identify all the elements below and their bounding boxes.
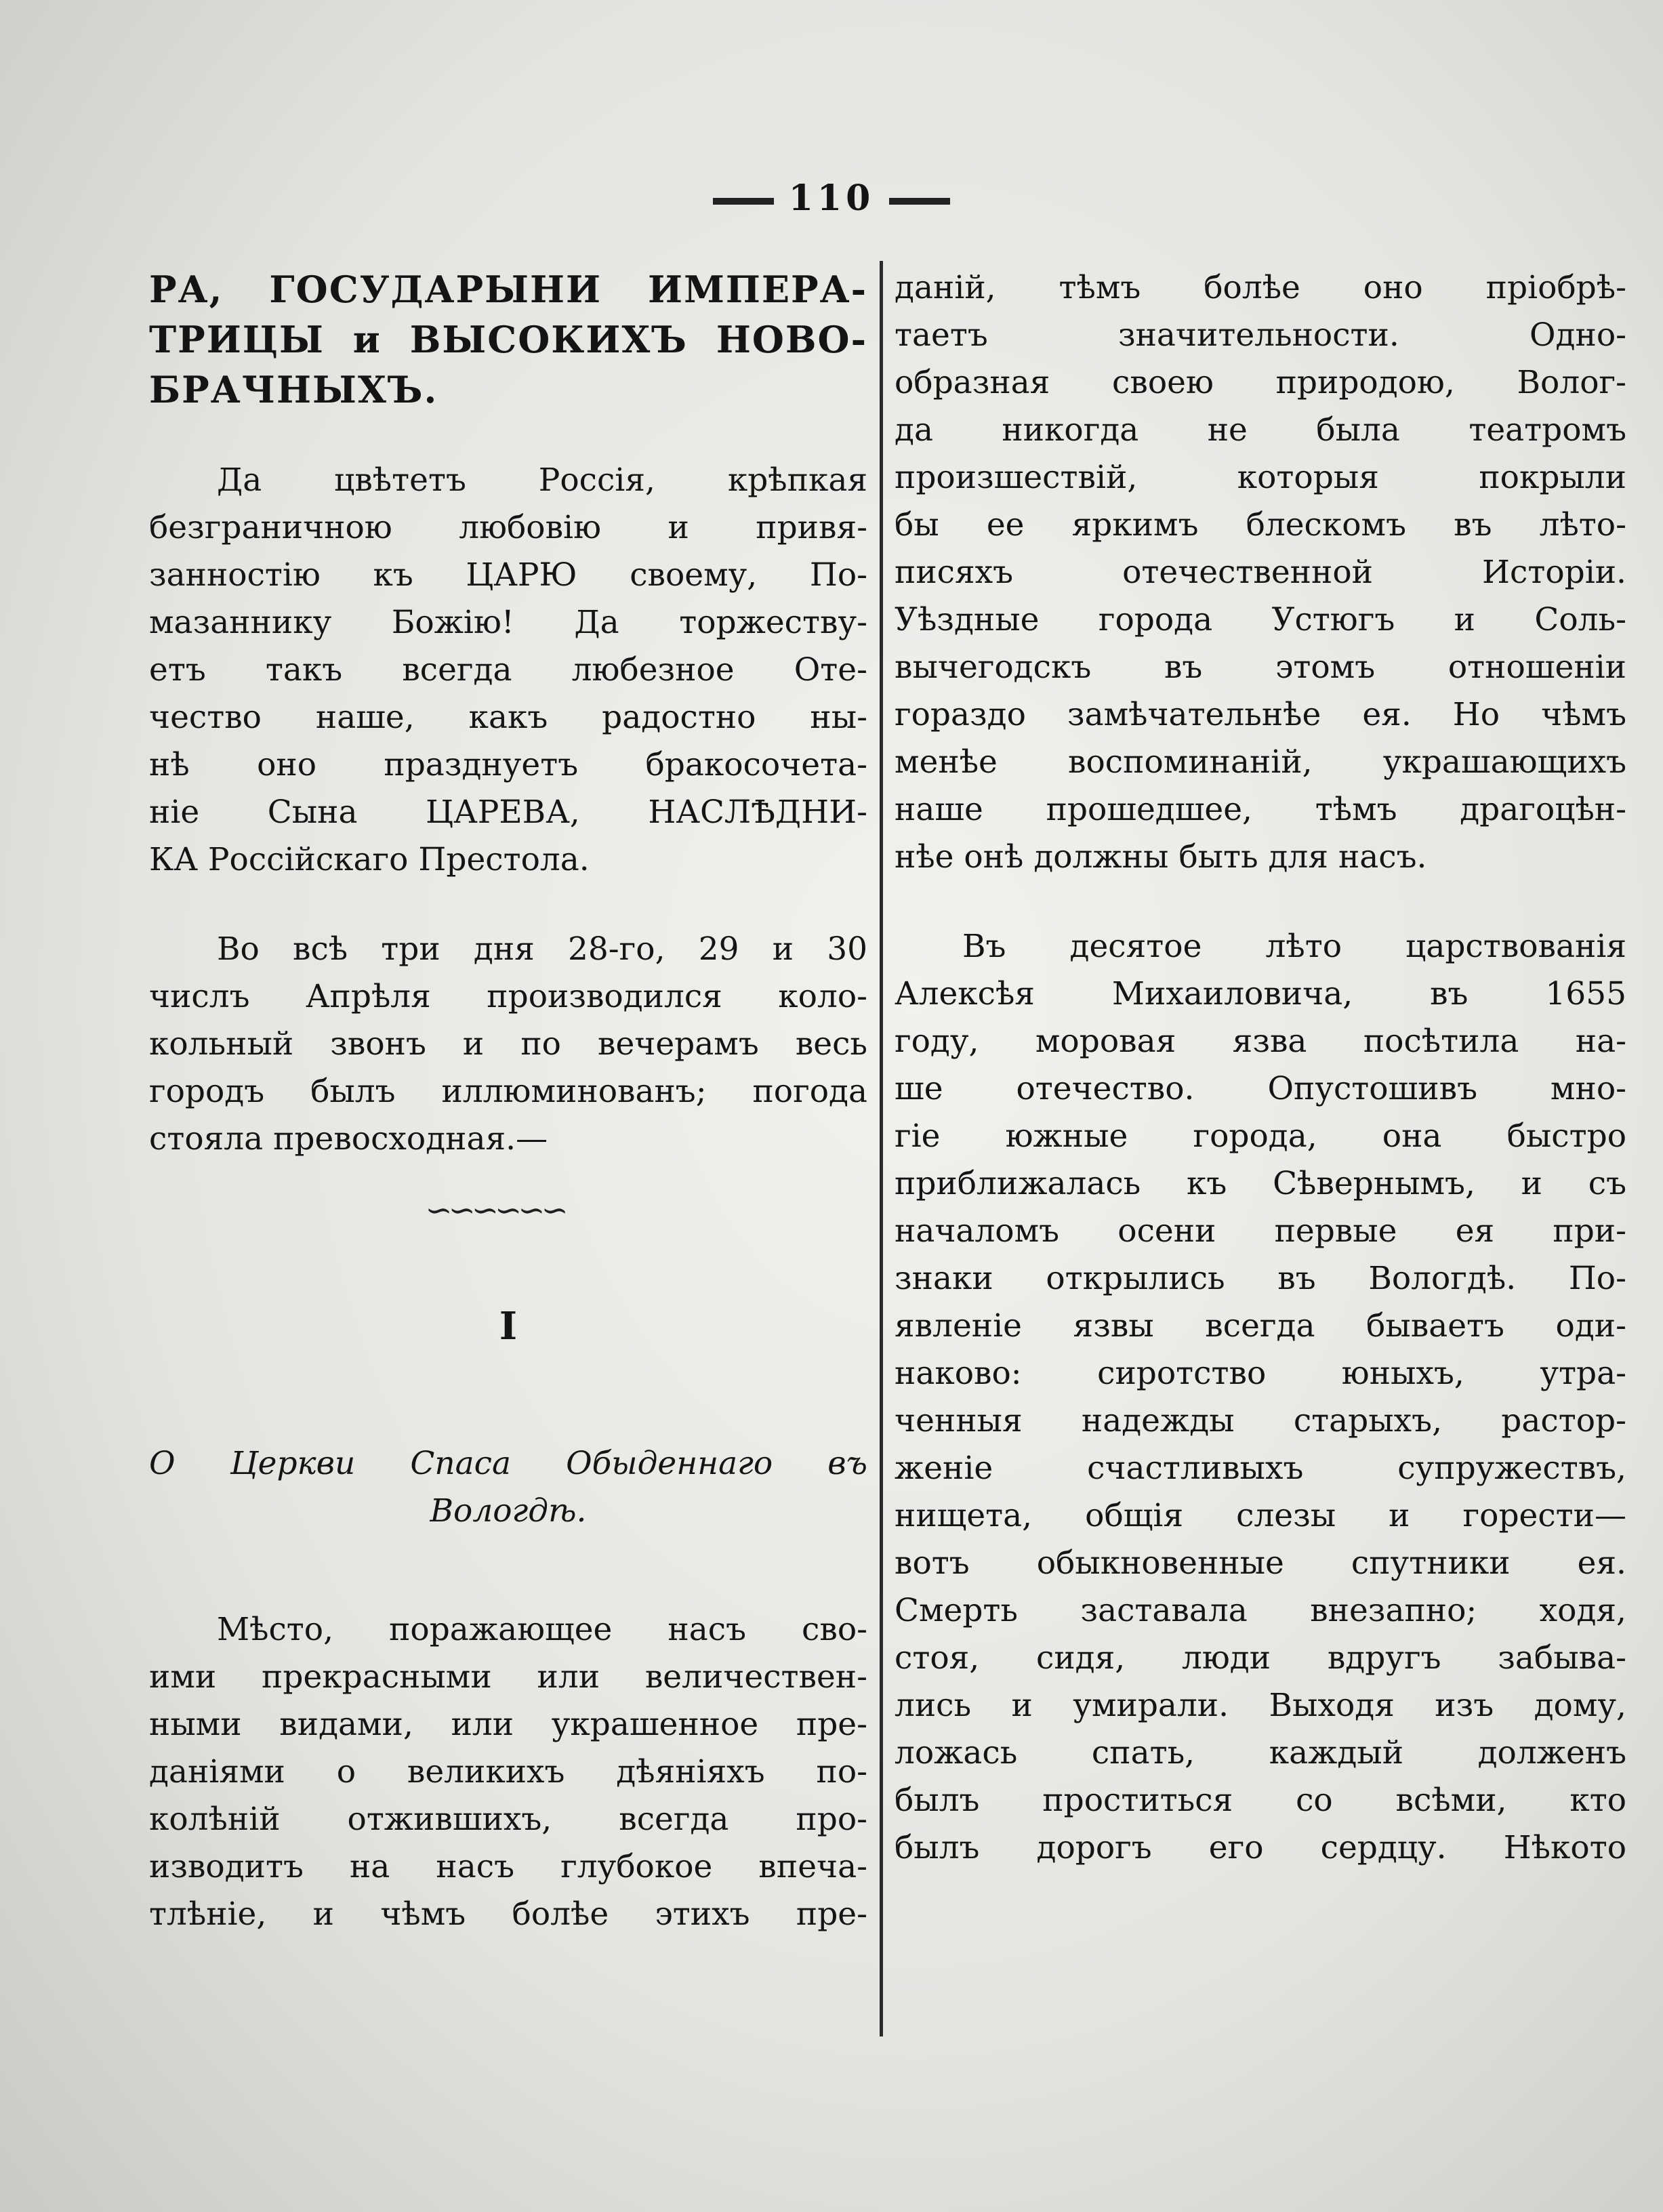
heading-line: ТРИЦЫ и ВЫСОКИХЪ НОВО- <box>149 318 867 361</box>
title-line: О Церкви Спаса Обыденнаго въ <box>149 1445 867 1482</box>
text-line: занностію къ ЦАРЮ своему, По- <box>149 556 867 594</box>
text-line: Мѣсто, поражающее насъ сво- <box>217 1611 867 1648</box>
text-line: изводитъ на насъ глубокое впеча- <box>149 1848 867 1885</box>
text-line: Уѣздные города Устюгъ и Соль- <box>895 601 1626 638</box>
section-number: I <box>499 1304 518 1349</box>
text-line: вычегодскъ въ этомъ отношеніи <box>895 649 1626 686</box>
text-line: былъ дорогъ его сердцу. Нѣкото <box>895 1829 1626 1866</box>
text-line: числъ Апрѣля производился коло- <box>149 978 867 1015</box>
paragraph-russia <box>149 457 867 884</box>
text-line: Въ десятое лѣто царствованія <box>962 928 1626 965</box>
text-line: Во всѣ три дня 28-го, 29 и 30 <box>217 930 867 968</box>
text-line: былъ проститься со всѣми, кто <box>895 1782 1626 1819</box>
text-line: чество наше, какъ радостно ны- <box>149 699 867 736</box>
paragraph-celebration <box>149 926 867 1163</box>
text-line: нищета, общія слезы и горести— <box>895 1497 1626 1534</box>
right-dash-ornament <box>889 198 950 205</box>
text-line: даніями о великихъ дѣяніяхъ по- <box>149 1753 867 1790</box>
text-line: даній, тѣмъ болѣе оно пріобрѣ- <box>895 269 1626 306</box>
text-line: гіе южные города, она быстро <box>895 1118 1626 1155</box>
section-title <box>149 1440 867 1535</box>
text-line: нѣ оно празднуетъ бракосочета- <box>149 746 867 783</box>
text-line: стоя, сидя, люди вдругъ забыва- <box>895 1639 1626 1677</box>
page-number: 110 <box>788 178 875 219</box>
text-line: Да цвѣтетъ Россія, крѣпкая <box>217 462 867 499</box>
wave-ornament: ∽∽∽∽∽∽ <box>425 1191 564 1229</box>
text-line: женіе счастливыхъ супружествъ, <box>895 1450 1626 1487</box>
text-line: приближалась къ Сѣвернымъ, и съ <box>895 1165 1626 1202</box>
text-line: стояла превосходная.— <box>149 1120 548 1158</box>
left-dash-ornament <box>713 198 774 205</box>
text-line: КА Россійскаго Престола. <box>149 841 590 878</box>
text-line: менѣе воспоминаній, украшающихъ <box>895 743 1626 781</box>
text-line: ными видами, или украшенное пре- <box>149 1706 867 1743</box>
text-line: явленіе язвы всегда бываетъ оди- <box>895 1307 1626 1345</box>
text-line: ченныя надежды старыхъ, растор- <box>895 1402 1626 1439</box>
text-line: мазаннику Божію! Да торжеству- <box>149 604 867 641</box>
text-line: началомъ осени первые ея при- <box>895 1212 1626 1250</box>
text-line: Алексѣя Михаиловича, въ 1655 <box>895 975 1626 1012</box>
text-line: ложась спать, каждый долженъ <box>895 1734 1626 1771</box>
text-line: бы ее яркимъ блескомъ въ лѣто- <box>895 506 1626 544</box>
text-line: нѣе онѣ должны быть для насъ. <box>895 838 1427 876</box>
text-line: кольный звонъ и по вечерамъ весь <box>149 1025 867 1063</box>
text-line: вотъ обыкновенные спутники ея. <box>895 1544 1626 1582</box>
text-line: наково: сиротство юныхъ, утра- <box>895 1355 1626 1392</box>
text-line: ими прекрасными или величествен- <box>149 1658 867 1696</box>
text-line: тлѣніе, и чѣмъ болѣе этихъ пре- <box>149 1896 867 1933</box>
text-line: колѣній отжившихъ, всегда про- <box>149 1801 867 1838</box>
paragraph-place <box>149 1606 867 1938</box>
text-line: етъ такъ всегда любезное Оте- <box>149 651 867 689</box>
text-line: ше отечество. Опустошивъ мно- <box>895 1070 1626 1107</box>
text-line: наше прошедшее, тѣмъ драгоцѣн- <box>895 791 1626 828</box>
text-line: Смерть заставала внезапно; ходя, <box>895 1592 1626 1629</box>
right-column <box>895 264 1626 1872</box>
text-line: безграничною любовію и привя- <box>149 509 867 546</box>
text-line: образная своею природою, Волог- <box>895 364 1626 401</box>
paragraph-plague <box>895 923 1626 1872</box>
text-line: лись и умирали. Выходя изъ дому, <box>895 1687 1626 1724</box>
page-header <box>0 178 1663 219</box>
column-divider <box>880 261 883 2036</box>
text-line: таетъ значительности. Одно- <box>895 316 1626 354</box>
text-line: гораздо замѣчательнѣе ея. Но чѣмъ <box>895 696 1626 733</box>
text-line: писяхъ отечественной Исторіи. <box>895 554 1626 591</box>
text-line: ніе Сына ЦАРЕВА, НАСЛѢДНИ- <box>149 794 867 831</box>
text-line: знаки открылись въ Вологдѣ. По- <box>895 1260 1626 1297</box>
heading-continuation <box>149 264 867 415</box>
text-line: городъ былъ иллюминованъ; погода <box>149 1073 867 1110</box>
text-line: году, моровая язва посѣтила на- <box>895 1023 1626 1060</box>
heading-line: БРАЧНЫХЪ. <box>149 368 438 411</box>
title-line: Вологдѣ. <box>430 1492 587 1530</box>
left-column <box>149 264 867 1938</box>
text-line: произшествій, которыя покрыли <box>895 459 1626 496</box>
heading-line: РА, ГОСУДАРЫНИ ИМПЕРА- <box>149 268 867 311</box>
paragraph-vologda <box>895 264 1626 881</box>
text-line: да никогда не была театромъ <box>895 411 1626 449</box>
